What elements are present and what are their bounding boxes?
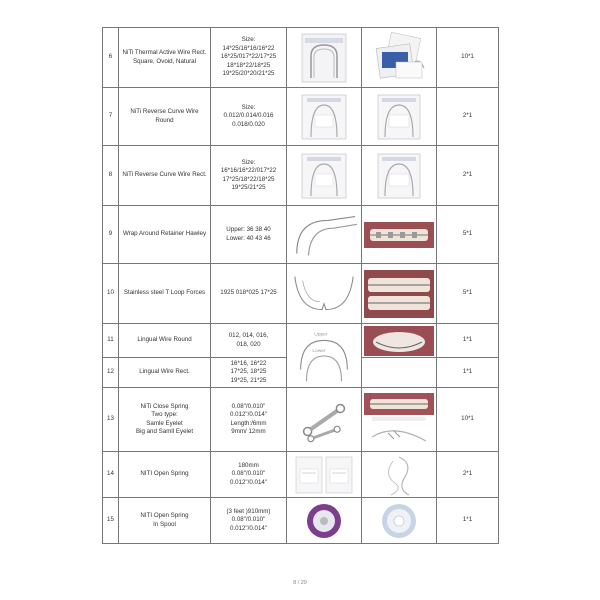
- table-row: [103, 452, 499, 498]
- row-number: 15: [103, 498, 119, 544]
- row-number: 9: [103, 206, 119, 264]
- product-quantity: 1*1: [437, 358, 499, 388]
- product-quantity: 2*1: [437, 88, 499, 146]
- product-size: Size: 16*16/16*22/017*22 17*25/18*22/18*25 19*25/21*25: [211, 146, 287, 206]
- product-image-spool: [287, 498, 362, 544]
- row-number: 14: [103, 452, 119, 498]
- table-row: [103, 264, 499, 324]
- product-name: Lingual Wire Round: [119, 324, 211, 358]
- image-label-lower: Lower: [312, 348, 326, 354]
- table-row: [103, 388, 499, 452]
- product-name: NiTi Close Spring Two type: Samle Eyelet Big and Samll Eyelet: [119, 388, 211, 452]
- product-image-assorted: [362, 28, 437, 88]
- product-image-wire: [287, 264, 362, 324]
- product-image-wire: [287, 206, 362, 264]
- table-row: [103, 324, 499, 358]
- product-image-package: [287, 28, 362, 88]
- page-number: 8 / 29: [293, 580, 307, 586]
- empty-cell: [362, 358, 437, 388]
- product-quantity: 1*1: [437, 324, 499, 358]
- product-quantity: 5*1: [437, 206, 499, 264]
- table-row: [103, 146, 499, 206]
- product-image-wire: [287, 324, 362, 388]
- product-quantity: 2*1: [437, 146, 499, 206]
- product-size: 0.08"/0.010" 0.012"/0.014" Length:/6mm 9mm/ 12mm: [211, 388, 287, 452]
- row-number: 11: [103, 324, 119, 358]
- product-size: Size: 14*25/16*16/16*22 16*25/017*22/17*25 18*18*22/18*25 19*25/20*20/21*25: [211, 28, 287, 88]
- product-size: 1925 018*025 17*25: [211, 264, 287, 324]
- product-name: Wrap Around Retainer Hawley: [119, 206, 211, 264]
- table-row: [103, 28, 499, 88]
- product-image-spring: [362, 452, 437, 498]
- product-quantity: 10*1: [437, 28, 499, 88]
- product-image-clinical: [362, 324, 437, 358]
- product-image-package: [362, 146, 437, 206]
- table-row: [103, 498, 499, 544]
- table-row: [103, 206, 499, 264]
- product-size: Upper: 36 38 40 Lower: 40 43 46: [211, 206, 287, 264]
- row-number: 10: [103, 264, 119, 324]
- product-image-clinical: [362, 206, 437, 264]
- product-name: NiTi Thermal Active Wire Rect. Square, Ovoid, Natural: [119, 28, 211, 88]
- product-size: 180mm 0.08"/0.010" 0.012"/0.014": [211, 452, 287, 498]
- row-number: 8: [103, 146, 119, 206]
- product-name: Lingual Wire Rect.: [119, 358, 211, 388]
- product-image-package: [287, 452, 362, 498]
- product-quantity: 5*1: [437, 264, 499, 324]
- row-number: 7: [103, 88, 119, 146]
- product-name: Stainless steel T Loop Forces: [119, 264, 211, 324]
- row-number: 13: [103, 388, 119, 452]
- product-image-spring: [287, 388, 362, 452]
- product-image-clinical: [362, 388, 437, 452]
- product-quantity: 1*1: [437, 498, 499, 544]
- row-number: 6: [103, 28, 119, 88]
- product-size: (3 feet )910mm) 0.08"/0.010" 0.012"/0.014": [211, 498, 287, 544]
- row-number: 12: [103, 358, 119, 388]
- product-size: Size: 0.012/0.014/0.016 0.018/0.020: [211, 88, 287, 146]
- product-size: 012, 014, 016, 018, 020: [211, 324, 287, 358]
- table-row: [103, 88, 499, 146]
- product-name: NITI Open Spring: [119, 452, 211, 498]
- product-image-package: [362, 88, 437, 146]
- product-name: NiTi Reverse Curve Wire Rect.: [119, 146, 211, 206]
- product-name: NITI Open Spring In Spool: [119, 498, 211, 544]
- product-name: NiTi Reverse Curve Wire Round: [119, 88, 211, 146]
- product-quantity: 2*1: [437, 452, 499, 498]
- product-quantity: 10*1: [437, 388, 499, 452]
- product-image-package: [287, 146, 362, 206]
- image-label-upper: Upper: [314, 332, 328, 338]
- product-image-package: [287, 88, 362, 146]
- product-table: [102, 27, 499, 544]
- product-size: 16*16, 16*22 17*25, 18*25 19*25, 21*25: [211, 358, 287, 388]
- product-image-spool: [362, 498, 437, 544]
- product-image-clinical: [362, 264, 437, 324]
